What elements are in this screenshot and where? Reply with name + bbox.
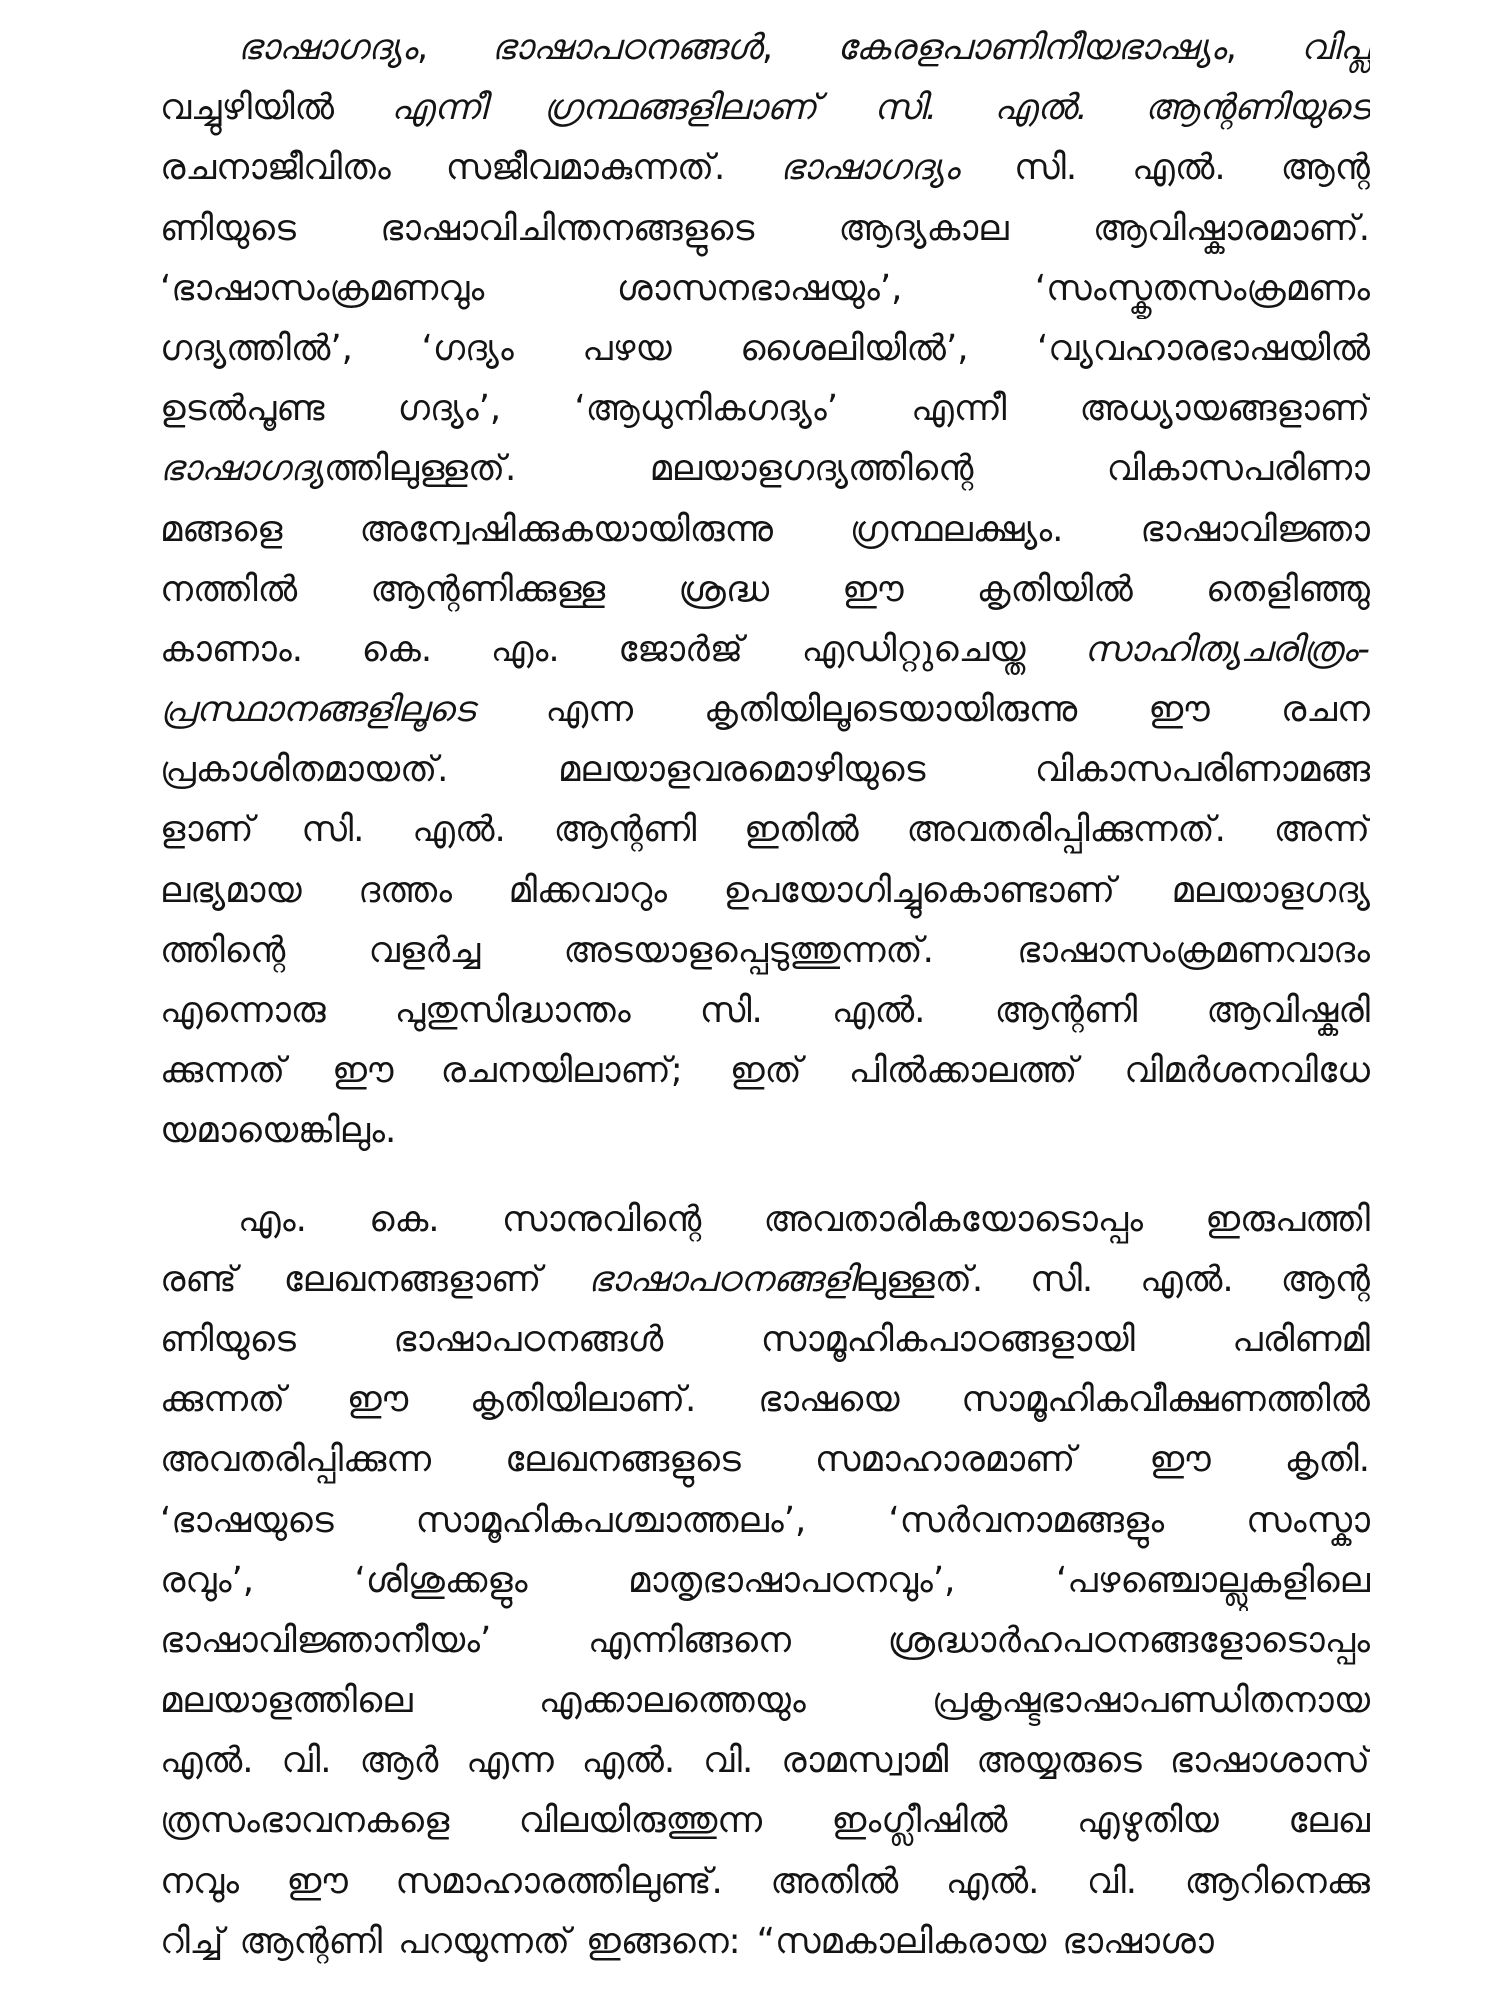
- text-line: [160, 379, 1370, 439]
- word: ഇരുപത്തി: [1205, 1198, 1370, 1240]
- text-line: [160, 921, 1370, 981]
- word: അധ്യായങ്ങളാണ്: [1079, 388, 1370, 430]
- text-line: [160, 1190, 1370, 1250]
- text-line: [160, 740, 1370, 800]
- word: കൃതി.: [1284, 1439, 1370, 1481]
- word: മാതൃഭാഷാപഠനവും’,: [628, 1559, 956, 1601]
- word: ‘സംസ്കൃതസംക്രമണം: [1034, 267, 1370, 309]
- word: ഭാഷാപഠനങ്ങൾ,: [491, 27, 774, 68]
- word: ‘ഗദ്യം: [421, 327, 514, 369]
- text-line: [160, 439, 1370, 499]
- word: മിക്കവാറും: [508, 869, 667, 911]
- text-line: [160, 1370, 1370, 1430]
- word: ശ്രദ്ധാർഹപഠനങ്ങളോടൊപ്പം: [887, 1619, 1370, 1661]
- word: മങ്ങളെ: [160, 508, 283, 550]
- word: ഗ്രന്ഥലക്ഷ്യം.: [849, 508, 1064, 550]
- word: രചനാജീവിതം: [160, 147, 391, 189]
- word: എഴുതിയ: [1076, 1800, 1219, 1842]
- text-line: [160, 138, 1370, 198]
- word: എന്നീ: [911, 388, 1007, 430]
- word: പുതുസിദ്ധാന്തം: [394, 990, 631, 1031]
- word: എൽ.: [994, 87, 1088, 129]
- word: സമാഹാരമാണ്: [814, 1439, 1076, 1481]
- text-line: [160, 1310, 1370, 1370]
- word: ലേഖനങ്ങളുടെ: [505, 1439, 741, 1481]
- word: ണിയുടെ: [160, 207, 296, 249]
- word: അടയാളപ്പെടുത്തുന്നത്.: [563, 929, 934, 971]
- word: വി.: [1086, 1860, 1138, 1902]
- word: ഈ: [1148, 689, 1210, 731]
- word: ഈ: [346, 1379, 409, 1421]
- word: അന്വേഷിക്കുകയായിരുന്നു: [359, 508, 773, 550]
- word: ലേഖ: [1288, 1800, 1370, 1842]
- word: എന്ന: [466, 1740, 554, 1782]
- word: സി.: [301, 809, 365, 851]
- word: എന്നൊരു: [160, 990, 326, 1031]
- word: ത്തിന്റെ: [160, 929, 286, 971]
- word: ‘ഭാഷയുടെ: [160, 1499, 334, 1541]
- text-line: [160, 199, 1370, 259]
- word: ശ്രദ്ധ: [678, 568, 770, 610]
- document-page: [160, 18, 1370, 1972]
- word: എൽ.: [945, 1860, 1040, 1902]
- word: കെ.: [361, 628, 433, 670]
- text-line: [160, 1791, 1370, 1851]
- word: സാമൂഹികപാഠങ്ങളായി: [760, 1318, 1135, 1360]
- word: പിൽക്കാലത്ത്: [848, 1050, 1078, 1092]
- word: ഈ: [332, 1050, 394, 1092]
- word: ശാസനഭാഷയും’,: [616, 267, 903, 309]
- word: സി.: [1014, 147, 1078, 189]
- word: ഈ: [1149, 1439, 1211, 1481]
- text-line: [160, 560, 1370, 620]
- paragraph: [160, 18, 1370, 1162]
- word: ആറിനെക്കു: [1184, 1860, 1370, 1902]
- word: അവതാരികയോടൊപ്പം: [763, 1198, 1144, 1240]
- word: എൽ.: [1132, 147, 1226, 189]
- word: രണ്ട്: [160, 1258, 237, 1300]
- word: ഭാഷാവിജ്ഞാനീയം’: [160, 1619, 492, 1661]
- text-line: [160, 1041, 1370, 1101]
- paragraph-gap: [160, 1162, 1370, 1190]
- word: എം.: [490, 628, 560, 670]
- text-line: [160, 861, 1370, 921]
- word: ക്കുന്നത്: [160, 1050, 286, 1092]
- word: സാഹിത്യചരിത്രം-: [1084, 628, 1370, 670]
- word: പ്രസ്ഥാനങ്ങളിലൂടെ: [160, 689, 475, 731]
- word: സമാഹാരത്തിലുണ്ട്.: [395, 1860, 723, 1902]
- word: ഈ: [842, 568, 904, 610]
- word: രചന: [1280, 689, 1370, 731]
- word: ആവിഷ്കരി: [1206, 990, 1370, 1031]
- word: സി.: [874, 87, 938, 129]
- word: വി.: [703, 1740, 754, 1782]
- word: അയ്യരുടെ: [976, 1740, 1142, 1782]
- word: രാമസ്വാമി: [781, 1740, 949, 1782]
- word: ഭാഷാപഠനങ്ങൾ: [393, 1318, 664, 1360]
- text-line: [160, 1611, 1370, 1671]
- word: ഭാഷാപഠനങ്ങളിലുള്ളത്.: [588, 1258, 984, 1300]
- word: ക്കുന്നത്: [160, 1379, 286, 1421]
- word: വളർച്ച: [368, 929, 481, 971]
- text-line: [160, 680, 1370, 740]
- text-line: [160, 981, 1370, 1041]
- word: ‘ആധുനികഗദ്യം’: [574, 388, 839, 430]
- word: എന്നീ: [391, 87, 487, 129]
- word: വി.: [281, 1740, 332, 1782]
- word: എൽ.: [831, 990, 926, 1031]
- word: ഗ്രന്ഥങ്ങളിലാണ്: [543, 87, 817, 129]
- word: ഇങ്ങനെ:: [586, 1920, 741, 1962]
- word: വികാസപരിണാമങ്ങ: [1034, 749, 1370, 791]
- word: എഡിറ്റുചെയ്ത: [801, 628, 1026, 670]
- text-line: [160, 18, 1370, 78]
- word: ഗദ്യം’,: [397, 388, 502, 430]
- word: കൃതിയിലാണ്.: [469, 1379, 697, 1421]
- word: കാണാം.: [160, 628, 304, 670]
- word: ഭാഷാശാ: [1062, 1920, 1214, 1962]
- word: എന്നിങ്ങനെ: [587, 1619, 791, 1661]
- word: ഇതിൽ: [744, 809, 859, 851]
- word: എന്ന: [545, 689, 633, 731]
- word: രവും’,: [160, 1559, 255, 1601]
- word: ഉപയോഗിച്ചുകൊണ്ടാണ്: [723, 869, 1116, 911]
- word: എൽ.: [160, 1740, 254, 1782]
- word: അന്ന്: [1273, 809, 1370, 851]
- text-line: [160, 1731, 1370, 1791]
- text-line: [160, 1250, 1370, 1310]
- word: സാമൂഹികവീക്ഷണത്തിൽ: [961, 1379, 1370, 1421]
- word: പ്രകൃഷ്ടഭാഷാപണ്ഡിതനായ: [932, 1680, 1370, 1722]
- word: ‘ഭാഷാസംക്രമണവും: [160, 267, 485, 309]
- word: വിപ്ല: [1300, 27, 1370, 68]
- word: ഭാഷാവിചിന്തനങ്ങളുടെ: [380, 207, 755, 249]
- word: പ്രകാശിതമായത്.: [160, 749, 449, 791]
- word: ആന്റണിക്കുള്ള: [370, 568, 606, 610]
- word: ഇത്: [729, 1050, 802, 1092]
- word: ഭാഷാസംക്രമണവാദം: [1017, 929, 1370, 971]
- word: ആന്റ: [1280, 147, 1370, 189]
- word: പറയുന്നത്: [398, 1920, 570, 1962]
- word: പരിണമി: [1232, 1318, 1370, 1360]
- text-line: [160, 1852, 1370, 1912]
- word: ഭാഷാഗദ്യം: [780, 147, 960, 189]
- word: വികാസപരിണാ: [1106, 448, 1370, 490]
- word: സംസ്കാ: [1246, 1499, 1370, 1541]
- word: ദത്തം: [358, 869, 452, 911]
- word: ആന്റ: [1280, 1258, 1370, 1300]
- word: രചനയിലാണ്;: [440, 1050, 683, 1092]
- word: അവതരിപ്പിക്കുന്നത്.: [906, 809, 1226, 851]
- word: തെളിഞ്ഞു: [1205, 568, 1370, 610]
- word: “സമകാലികരായ: [756, 1920, 1047, 1962]
- paragraph: [160, 1190, 1370, 1972]
- word: പഴയ: [582, 327, 672, 369]
- word: ഗദ്യത്തിൽ’,: [160, 327, 353, 369]
- text-line: [160, 800, 1370, 860]
- word: ഭാഷാശാസ്: [1169, 1740, 1370, 1782]
- word: ആവിഷ്കാരമാണ്.: [1092, 207, 1370, 249]
- word: ആന്റണി: [239, 1920, 383, 1962]
- word: കേരളപാണിനീയഭാഷ്യം,: [836, 27, 1237, 68]
- word: ശൈലിയിൽ’,: [740, 327, 969, 369]
- text-line: [160, 1430, 1370, 1490]
- word: ആദ്യകാല: [838, 207, 1009, 249]
- word: മലയാളഗദ്യത്തിന്റെ: [649, 448, 974, 490]
- word: ളാണ്: [160, 809, 254, 851]
- text-line: [160, 500, 1370, 560]
- text-line: [160, 1912, 1370, 1972]
- word: എൽ.: [412, 809, 506, 851]
- word: എം.: [238, 1198, 307, 1240]
- word: ‘ശിശുക്കളും: [354, 1559, 528, 1601]
- text-line: [160, 319, 1370, 379]
- word: യമായെങ്കിലും.: [160, 1110, 397, 1152]
- word: ഉടൽപൂണ്ട: [160, 388, 325, 430]
- word: ലഭ്യമായ: [160, 869, 302, 911]
- word: ലേഖനങ്ങളാണ്: [283, 1258, 542, 1300]
- word: ഭാഷയെ: [758, 1379, 900, 1421]
- word: ആന്റണി: [994, 990, 1138, 1031]
- word: കൃതിയിലൂടെയായിരുന്നു: [704, 689, 1078, 731]
- word: മലയാളവരമൊഴിയുടെ: [557, 749, 926, 791]
- word: ആന്റണി: [553, 809, 697, 851]
- text-line: [160, 78, 1370, 138]
- document-body: [160, 18, 1370, 1972]
- text-line: [160, 620, 1370, 680]
- word: ‘സർവനാമങ്ങളും: [888, 1499, 1165, 1541]
- word: ‘വ്യവഹാരഭാഷയിൽ: [1037, 327, 1370, 369]
- word: ഇംഗ്ലീഷിൽ: [831, 1800, 1008, 1842]
- word: സജീവമാകുന്നത്.: [445, 147, 726, 189]
- word: കെ.: [369, 1198, 440, 1240]
- word: വിമർശനവിധേ: [1124, 1050, 1370, 1092]
- word: ഭാഷാഗദ്യത്തിലുള്ളത്.: [160, 448, 517, 490]
- word: ‘പഴഞ്ചൊല്ലുകളിലെ: [1055, 1559, 1370, 1601]
- text-line: [160, 1101, 1370, 1161]
- text-line: [160, 1551, 1370, 1611]
- word: ഈ: [286, 1860, 348, 1902]
- word: അവതരിപ്പിക്കുന്ന: [160, 1439, 432, 1481]
- word: ഭാഷാവിജ്ഞാ: [1140, 508, 1370, 550]
- word: എക്കാലത്തെയും: [538, 1680, 806, 1722]
- word: ആർ: [359, 1740, 439, 1782]
- word: അതിൽ: [770, 1860, 899, 1902]
- word: സി.: [699, 990, 763, 1031]
- word: ത്രസംഭാവനകളെ: [160, 1800, 450, 1842]
- word: സാമൂഹികപശ്ചാത്തലം’,: [415, 1499, 807, 1541]
- word: നവും: [160, 1860, 239, 1902]
- word: ആന്റണിയുടെ: [1144, 87, 1370, 129]
- word: എൽ.: [1140, 1258, 1234, 1300]
- word: സാനുവിന്റെ: [501, 1198, 702, 1240]
- text-line: [160, 1491, 1370, 1551]
- word: റിച്ച്: [160, 1920, 224, 1962]
- word: സി.: [1030, 1258, 1094, 1300]
- word: വച്ചുഴിയിൽ: [160, 87, 335, 129]
- word: കൃതിയിൽ: [976, 568, 1133, 610]
- word: ണിയുടെ: [160, 1318, 296, 1360]
- word: ഭാഷാഗദ്യം,: [238, 27, 429, 68]
- word: മലയാളത്തിലെ: [160, 1680, 413, 1722]
- word: മലയാളഗദ്യ: [1171, 869, 1370, 911]
- word: ജോർജ്: [618, 628, 743, 670]
- text-line: [160, 259, 1370, 319]
- word: വിലയിരുത്തുന്ന: [518, 1800, 763, 1842]
- word: എൽ.: [581, 1740, 676, 1782]
- text-line: [160, 1671, 1370, 1731]
- word: നത്തിൽ: [160, 568, 298, 610]
